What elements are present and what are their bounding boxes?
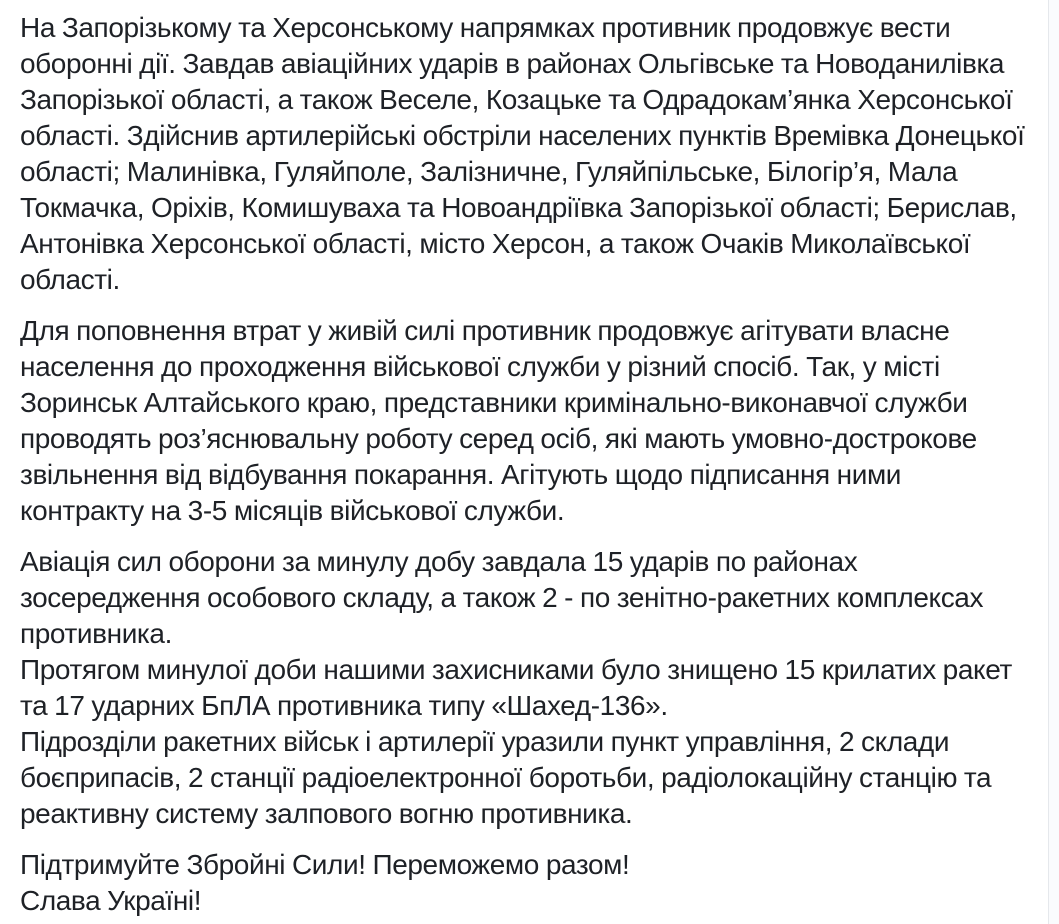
destroyed-missiles-uavs-text: Протягом минулої доби нашими захисниками було знищено 15 крилатих ракет та 17 ударних БпЛА противника типу «Шахед-136».: [20, 654, 1012, 721]
support-armed-forces-text: Підтримуйте Збройні Сили! Переможемо разом!: [20, 849, 630, 880]
paragraph-closing-slogans: [20, 847, 1030, 919]
paragraph-recruitment: [20, 313, 1030, 529]
glory-to-ukraine-text: Слава Україні!: [20, 885, 202, 916]
paragraph-recruitment-text: Для поповнення втрат у живій силі противник продовжує агітувати власне населення до проходження військової служби у різний спосіб. Так, у місті Зоринськ Алтайського краю, представники кримінально-виконавчої служби проводять роз’яснювальну роботу серед осіб, які мають умовно-дострокове звільнення від відбування покарання. Агітують щодо підписання ними контракту на 3-5 місяців військової служби.: [20, 315, 977, 526]
scrollbar-track[interactable]: [1048, 0, 1059, 924]
paragraph-enemy-defense: [20, 10, 1030, 298]
paragraph-defense-forces-strikes: [20, 544, 1030, 832]
rocket-artillery-strikes-text: Підрозділи ракетних військ і артилерії уразили пункт управління, 2 склади боєприпасів, 2 станції радіоелектронної боротьби, радіолокаційну станцію та реактивну систему залпового вогню противника.: [20, 726, 992, 829]
paragraph-enemy-defense-text: На Запорізькому та Херсонському напрямках противник продовжує вести оборонні дії. Завдав авіаційних ударів в районах Ольгівське та Новоданилівка Запорізької області, а також Веселе, Козацьке та Одрадокам’янка Херсонської області. Здійснив артилерійські обстріли населених пунктів Времівка Донецької області; Малинівка, Гуляйполе, Залізничне, Гуляйпільське, Білогір’я, Мала Токмачка, Оріхів, Комишуваха та Новоандріївка Запорізької області; Берислав, Антонівка Херсонської області, місто Херсон, а також Очаків Миколаївської області.: [20, 12, 1025, 295]
aviation-strikes-text: Авіація сил оборони за минулу добу завдала 15 ударів по районах зосередження особового складу, а також 2 - по зенітно-ракетних комплексах противника.: [20, 546, 984, 649]
